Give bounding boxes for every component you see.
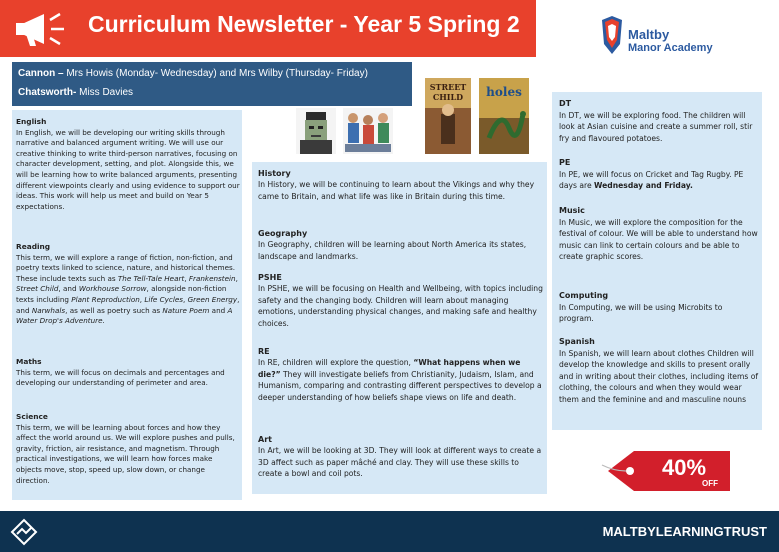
computing-text: In Computing, we will be using Microbits to program. <box>559 302 723 324</box>
holes-book-cover <box>479 78 529 154</box>
english-section <box>16 117 240 212</box>
street-child-title: STREET <box>429 82 467 92</box>
reading-text-part: and <box>209 305 228 315</box>
reading-heading: Reading <box>16 242 51 251</box>
dt-section <box>559 98 759 144</box>
spanish-text: In Spanish, we will learn about clothes Children will develop the knowledge and skills to present orally and in writing about their clothes, including items of clothing, the colours and when they would wear them and the feminine and and masculine nouns <box>559 348 759 404</box>
music-heading: Music <box>559 206 585 215</box>
reading-text-part: , and <box>16 294 240 315</box>
maths-text: This term, we will focus on decimals and percentages and developing our understanding of perimeter and area. <box>16 367 225 388</box>
science-heading: Science <box>16 412 48 421</box>
class-chatsworth-label: Chatsworth- <box>18 87 77 98</box>
english-text: In English, we will be developing our writing skills through narrative and balanced argument writing. We will use our creative thinking to write third-person narratives, focusing on character development, setting, and plot. Alongside this, we will be learning how to write balanced arguments, presenting different viewpoints clearly and using evidence to support our ideas. This work will help us meet and build on Year 5 expectations. <box>16 127 240 211</box>
reading-text-part: , <box>184 273 189 283</box>
geography-section <box>258 228 544 262</box>
science-text: This term, we will be learning about forces and how they affect the world around us. We will explore pushes and pulls, gravity, friction, air resistance, and magnetism. Through practical investigations, we will learn how forces make objects move, stop, speed up, slow down, or change direction. <box>16 422 235 485</box>
reading-title-workhouse-sorrow: Workhouse Sorrow <box>78 284 147 294</box>
reading-section <box>16 242 240 327</box>
reading-title-water-drop: A Water Drop's Adventure <box>16 305 233 326</box>
discount-tag <box>600 445 738 497</box>
reading-text-part: , <box>183 294 188 304</box>
reading-title-street-child: Street Child <box>16 284 59 294</box>
history-section <box>258 168 544 202</box>
english-heading: English <box>16 117 47 126</box>
re-question: “What happens when we die?” <box>258 358 521 379</box>
reading-text-part: , and <box>58 284 79 294</box>
re-section <box>258 346 544 403</box>
dt-text: In DT, we will be exploring food. The children will look at Asian cuisine and create a summer roll, stir fry and flavoured potatoes. <box>559 110 753 143</box>
reading-title-green-energy: Green Energy <box>187 294 238 304</box>
discount-off: OFF <box>702 479 718 488</box>
spanish-heading: Spanish <box>559 337 595 346</box>
history-text: In History, we will be continuing to learn about the Vikings and why they came to Britain, and what life was like in Britain during this time. <box>258 180 535 201</box>
children-illustration <box>343 108 393 154</box>
megaphone-icon <box>14 8 68 50</box>
computing-section <box>559 290 759 325</box>
science-section <box>16 412 240 486</box>
art-heading: Art <box>258 435 272 444</box>
pe-text-part: In PE, we will focus on Cricket and Tag Rugby. PE days are <box>559 169 744 191</box>
reading-text-part: This term, we will explore a range of fiction, non-fiction, and poetry texts linked to science, nature, and historical themes. These include texts such as <box>16 252 236 283</box>
pe-days: Wednesday and Friday. <box>594 181 693 191</box>
class-chatsworth <box>18 87 133 98</box>
class-chatsworth-text: Miss Davies <box>79 87 134 98</box>
pe-text <box>559 169 759 192</box>
re-text-part: In RE, children will explore the question, <box>258 358 414 368</box>
computing-heading: Computing <box>559 291 609 300</box>
footer-brand: MALTBYLEARNINGTRUST <box>602 524 767 539</box>
reading-title-narwhals: Narwhals <box>31 305 66 315</box>
maths-heading: Maths <box>16 357 42 366</box>
spanish-section <box>559 336 759 406</box>
street-child-title-line2: CHILD <box>432 92 464 102</box>
geography-text: In Geography, children will be learning about North America its states, landscape and landmarks. <box>258 240 527 261</box>
re-text-part: They will investigate beliefs from Christianity, Judaism, Islam, and Humanism, comparing and contrasting different perspectives to develop a deeper understanding of how beliefs shape views on life and death. <box>258 369 542 402</box>
class-cannon-label: Cannon – <box>18 68 64 79</box>
reading-text-part: , <box>139 294 145 304</box>
page-title: Curriculum Newsletter - Year 5 Spring 2 <box>88 11 520 37</box>
pe-heading: PE <box>559 158 571 167</box>
music-section <box>559 205 759 263</box>
geography-heading: Geography <box>258 229 308 238</box>
history-heading: History <box>258 169 291 178</box>
re-heading: RE <box>258 347 270 356</box>
reading-title-tell-tale-heart: The Tell-Tale Heart <box>117 273 185 283</box>
class-cannon-text: Mrs Howis (Monday- Wednesday) and Mrs Wilby (Thursday- Friday) <box>66 68 368 79</box>
pe-section <box>559 157 759 192</box>
art-text: In Art, we will be looking at 3D. They will look at different ways to create a 3D affect such as paper mâché and clay. They will use these skills to create a bowl and coil pots. <box>258 446 542 479</box>
trust-logo-icon <box>8 516 40 548</box>
school-name-line1: Maltby <box>628 27 670 42</box>
reading-text-part: . <box>102 316 105 326</box>
maths-section <box>16 357 240 389</box>
pshe-heading: PSHE <box>258 273 282 282</box>
re-text <box>258 357 544 403</box>
street-child-book-cover <box>425 78 471 154</box>
school-name <box>628 28 713 54</box>
pshe-text: In PSHE, we will be focusing on Health and Wellbeing, with topics including safety and the changing body. Children will learn about managing emotions, understanding physical changes, and making safe and healthy choices. <box>258 284 543 328</box>
reading-title-nature-poem: Nature Poem <box>162 305 210 315</box>
class-teachers-box <box>12 62 412 106</box>
reading-title-plant-reproduction: Plant Reproduction <box>71 294 140 304</box>
art-section <box>258 434 544 480</box>
frankenstein-image <box>296 108 336 154</box>
pshe-section <box>258 272 544 329</box>
reading-text-part: , as well as poetry such as <box>65 305 163 315</box>
reading-title-life-cycles: Life Cycles <box>144 294 184 304</box>
class-cannon <box>18 68 368 79</box>
reading-title-frankenstein: Frankenstein <box>188 273 236 283</box>
holes-title: holes <box>486 85 522 99</box>
reading-text-part: , <box>235 273 238 283</box>
reading-text-part: , alongside non-fiction texts including <box>16 284 227 304</box>
discount-percent: 40% <box>661 455 707 480</box>
reading-text <box>16 253 240 327</box>
school-name-line2: Manor Academy <box>628 42 713 54</box>
dt-heading: DT <box>559 99 572 108</box>
music-text: In Music, we will explore the composition for the festival of colour. We will be able to understand how music can link to certain colours and be able to create graphic scores. <box>559 217 758 262</box>
